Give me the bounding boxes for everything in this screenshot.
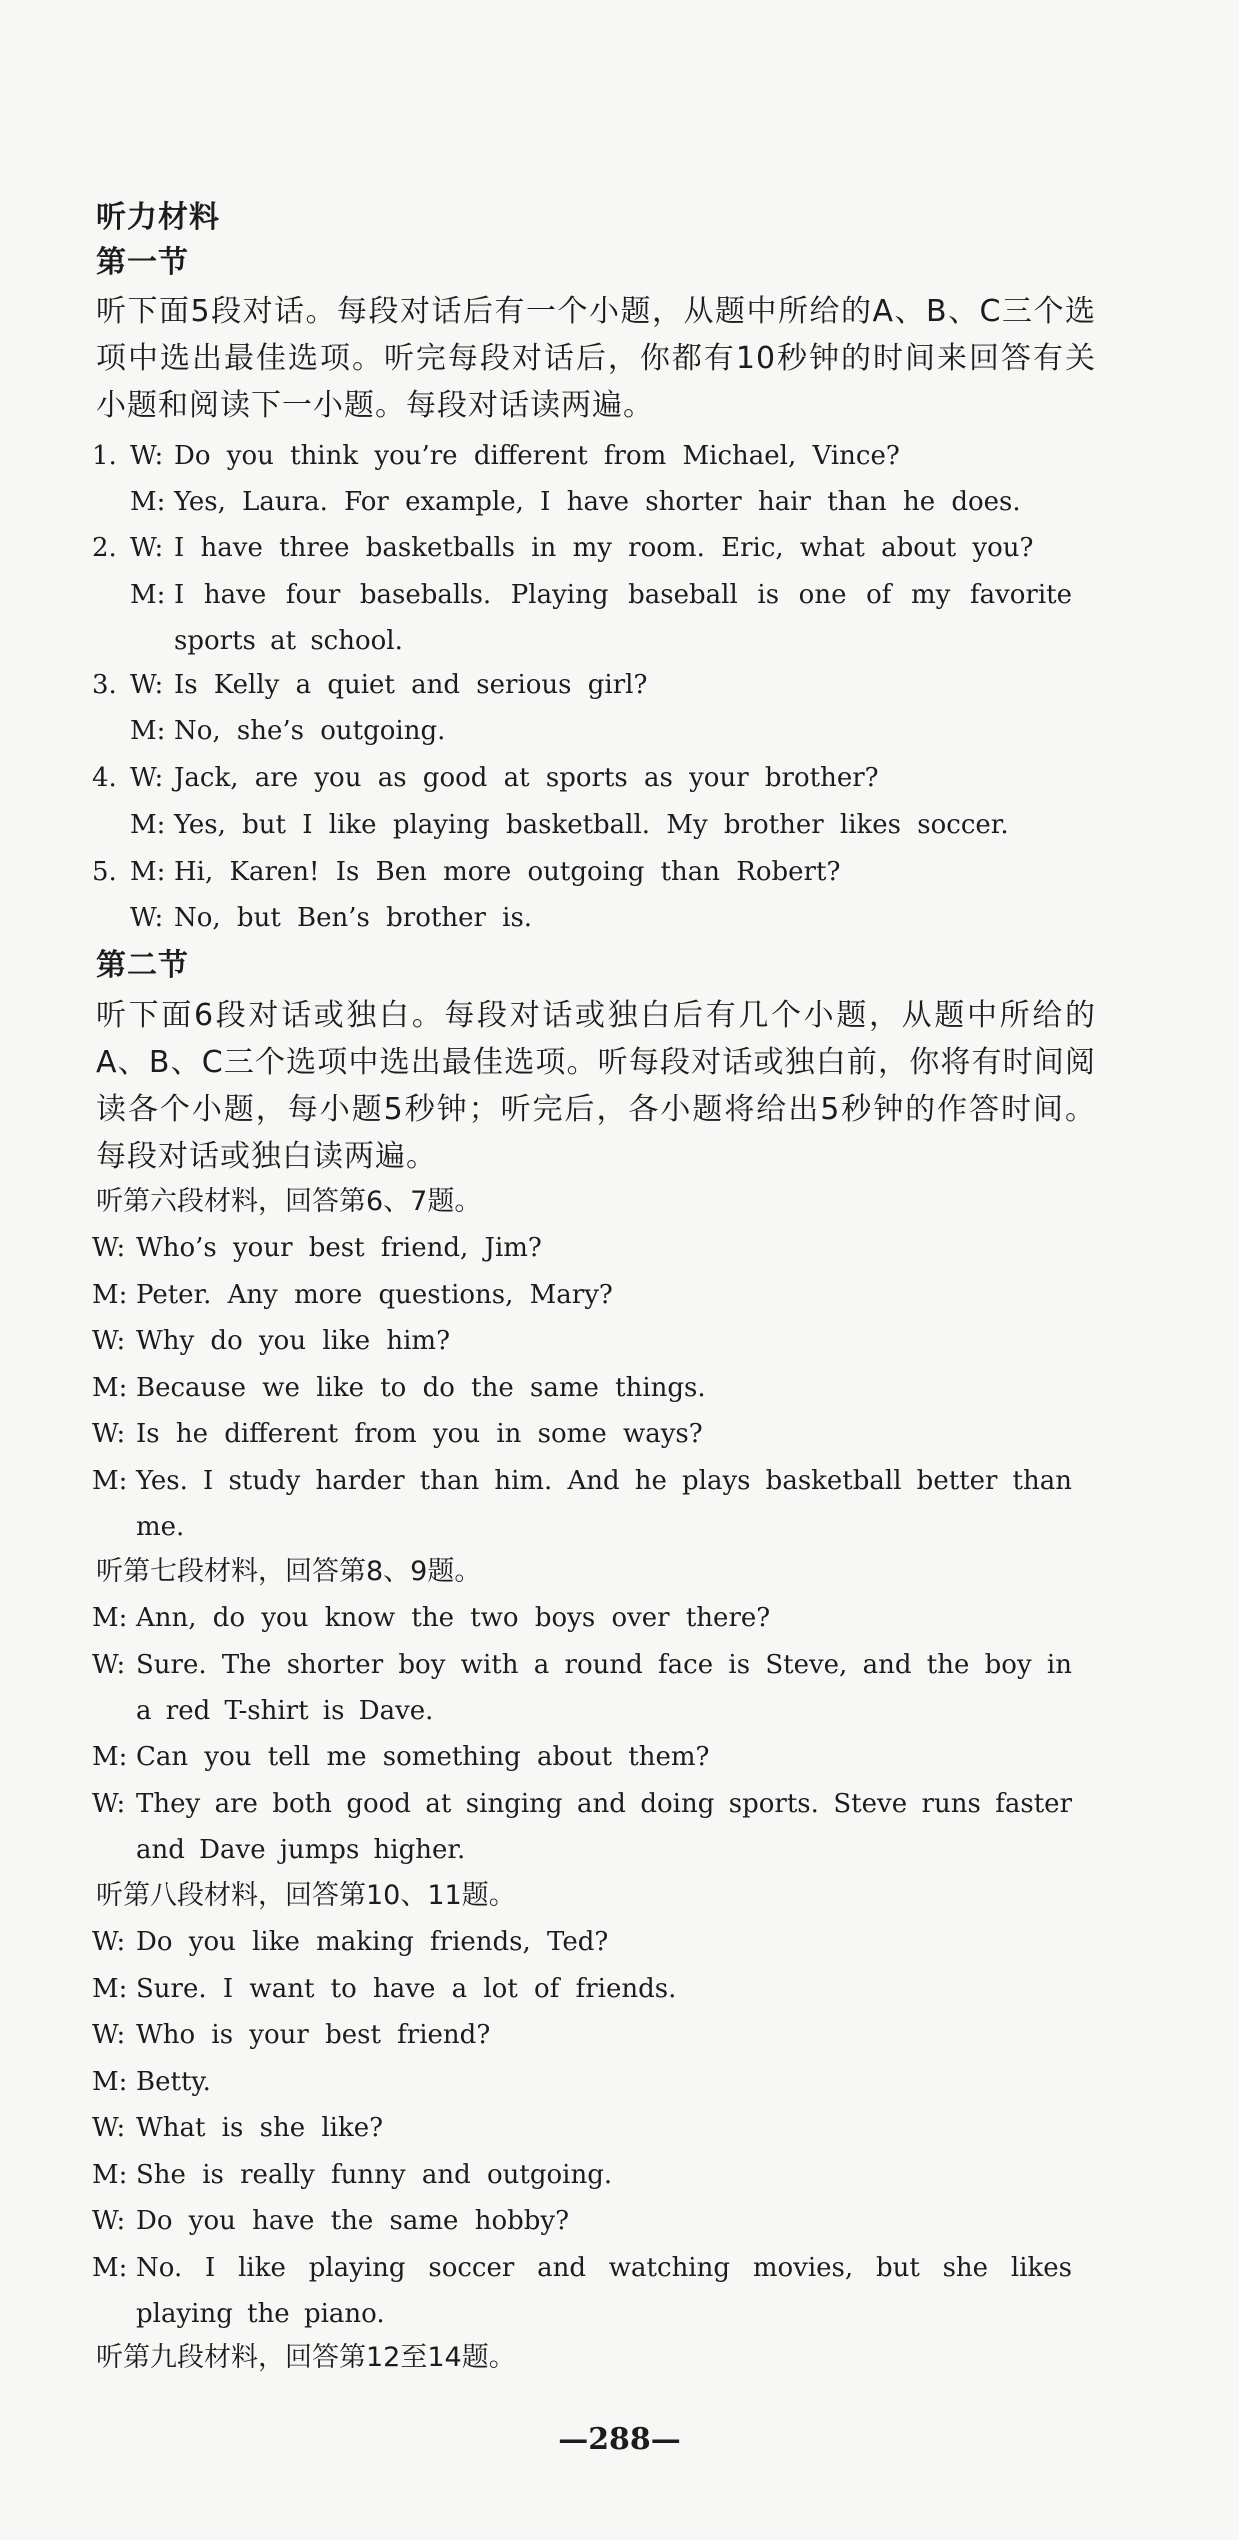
speaker-label: M: bbox=[92, 1280, 128, 1310]
speaker-label: M: bbox=[92, 2160, 128, 2190]
dialogue-text: She is really funny and outgoing. bbox=[136, 2160, 613, 2190]
material-7-intro: 听第七段材料，回答第8、9题。 bbox=[96, 1556, 482, 1587]
material-6-line-2 bbox=[92, 1275, 613, 1315]
material-8-line-5 bbox=[92, 2108, 383, 2148]
speaker-label: W: bbox=[92, 1419, 126, 1449]
section1-instructions: 听下面5段对话。每段对话后有一个小题，从题中所给的A、B、C三个选项中选出最佳选项。听完每段对话后，你都有10秒钟的时间来回答有关小题和阅读下一小题。每段对话读两遍。 bbox=[96, 294, 1096, 423]
material-7-line-2 bbox=[92, 1642, 1072, 1734]
dialogue-text: Who’s your best friend, Jim? bbox=[136, 1233, 542, 1263]
dialogue-text: Peter. Any more questions, Mary? bbox=[136, 1280, 613, 1310]
dialogue-number: 3. bbox=[92, 670, 117, 700]
dialogue-1-line-2 bbox=[130, 482, 1021, 522]
speaker-label: M: bbox=[92, 2253, 128, 2283]
speaker-label: W: bbox=[92, 2206, 126, 2236]
material-6-intro: 听第六段材料，回答第6、7题。 bbox=[96, 1186, 482, 1217]
speaker-label: W: bbox=[130, 533, 164, 563]
speaker-label: W: bbox=[130, 763, 164, 793]
material-8-line-6 bbox=[92, 2155, 612, 2195]
material-8-line-3 bbox=[92, 2015, 490, 2055]
dialogue-5-line-2 bbox=[130, 898, 532, 938]
dialogue-5-line-1 bbox=[92, 852, 840, 892]
dialogue-text: They are both good at singing and doing sports. Steve runs faster and Dave jumps higher. bbox=[136, 1789, 1072, 1865]
dialogue-text: Yes. I study harder than him. And he plays basketball better than me. bbox=[136, 1466, 1072, 1542]
speaker-label: W: bbox=[92, 2113, 126, 2143]
material-7-line-1 bbox=[92, 1598, 770, 1638]
material-6-line-6 bbox=[92, 1458, 1072, 1550]
dialogue-text: Jack, are you as good at sports as your brother? bbox=[174, 763, 879, 793]
section1-heading: 第一节 bbox=[96, 245, 189, 280]
speaker-label: W: bbox=[130, 441, 164, 471]
speaker-label: W: bbox=[92, 1789, 126, 1819]
dialogue-text: Sure. I want to have a lot of friends. bbox=[136, 1974, 677, 2004]
material-8-line-8 bbox=[92, 2245, 1072, 2337]
dialogue-4-line-2 bbox=[130, 805, 1009, 845]
dialogue-text: Yes, Laura. For example, I have shorter hair than he does. bbox=[174, 487, 1021, 517]
speaker-label: M: bbox=[92, 1603, 128, 1633]
material-8-intro: 听第八段材料，回答第10、11题。 bbox=[96, 1880, 516, 1911]
dialogue-3-line-2 bbox=[130, 711, 445, 751]
material-8-line-4 bbox=[92, 2062, 211, 2102]
section2-heading: 第二节 bbox=[96, 948, 189, 983]
dialogue-4-line-1 bbox=[92, 758, 879, 798]
dialogue-text: Sure. The shorter boy with a round face is Steve, and the boy in a red T-shirt is Dave. bbox=[136, 1650, 1072, 1726]
dialogue-text: Is he different from you in some ways? bbox=[136, 1419, 703, 1449]
speaker-label: W: bbox=[130, 903, 164, 933]
material-8-line-2 bbox=[92, 1969, 676, 2009]
dialogue-text: Betty. bbox=[136, 2067, 211, 2097]
dialogue-text: Hi, Karen! Is Ben more outgoing than Robert? bbox=[174, 857, 841, 887]
speaker-label: M: bbox=[130, 580, 166, 610]
dialogue-text: Do you think you’re different from Michael, Vince? bbox=[174, 441, 900, 471]
speaker-label: M: bbox=[92, 2067, 128, 2097]
dialogue-2-line-1 bbox=[92, 528, 1033, 568]
dialogue-text: I have four baseballs. Playing baseball is one of my favorite sports at school. bbox=[174, 580, 1072, 656]
material-9-intro: 听第九段材料，回答第12至14题。 bbox=[96, 2342, 516, 2373]
speaker-label: M: bbox=[92, 1373, 128, 1403]
dialogue-text: No, but Ben’s brother is. bbox=[174, 903, 533, 933]
dialogue-number: 1. bbox=[92, 441, 117, 471]
speaker-label: W: bbox=[92, 2020, 126, 2050]
dialogue-text: Do you have the same hobby? bbox=[136, 2206, 570, 2236]
speaker-label: W: bbox=[92, 1650, 126, 1680]
dialogue-1-line-1 bbox=[92, 436, 900, 476]
material-8-line-7 bbox=[92, 2201, 569, 2241]
dialogue-text: No, she’s outgoing. bbox=[174, 716, 446, 746]
dialogue-text: Ann, do you know the two boys over there? bbox=[136, 1603, 771, 1633]
speaker-label: M: bbox=[130, 810, 166, 840]
dialogue-text: What is she like? bbox=[136, 2113, 384, 2143]
dialogue-text: Why do you like him? bbox=[136, 1326, 451, 1356]
dialogue-text: Who is your best friend? bbox=[136, 2020, 491, 2050]
speaker-label: M: bbox=[92, 1466, 128, 1496]
speaker-label: W: bbox=[92, 1326, 126, 1356]
material-8-line-1 bbox=[92, 1922, 608, 1962]
dialogue-text: Because we like to do the same things. bbox=[136, 1373, 706, 1403]
material-7-line-3 bbox=[92, 1737, 709, 1777]
dialogue-text: No. I like playing soccer and watching movies, but she likes playing the piano. bbox=[136, 2253, 1072, 2329]
page-number: —288— bbox=[558, 2422, 681, 2457]
dialogue-3-line-1 bbox=[92, 665, 647, 705]
speaker-label: M: bbox=[92, 1742, 128, 1772]
material-6-line-4 bbox=[92, 1368, 706, 1408]
document-title: 听力材料 bbox=[96, 200, 220, 235]
material-6-line-1 bbox=[92, 1228, 542, 1268]
material-7-line-4 bbox=[92, 1781, 1072, 1873]
speaker-label: W: bbox=[92, 1233, 126, 1263]
material-6-line-3 bbox=[92, 1321, 450, 1361]
speaker-label: M: bbox=[130, 716, 166, 746]
dialogue-number: 2. bbox=[92, 533, 117, 563]
speaker-label: M: bbox=[130, 487, 166, 517]
dialogue-text: Do you like making friends, Ted? bbox=[136, 1927, 609, 1957]
section2-instructions: 听下面6段对话或独白。每段对话或独白后有几个小题，从题中所给的A、B、C三个选项中选出最佳选项。听每段对话或独白前，你将有时间阅读各个小题，每小题5秒钟；听完后，各小题将给出5秒钟的作答时间。每段对话或独白读两遍。 bbox=[96, 998, 1096, 1174]
dialogue-text: Is Kelly a quiet and serious girl? bbox=[174, 670, 648, 700]
dialogue-text: Can you tell me something about them? bbox=[136, 1742, 710, 1772]
dialogue-text: Yes, but I like playing basketball. My brother likes soccer. bbox=[174, 810, 1009, 840]
speaker-label: W: bbox=[130, 670, 164, 700]
dialogue-number: 4. bbox=[92, 763, 117, 793]
dialogue-2-line-2 bbox=[130, 572, 1072, 664]
material-6-line-5 bbox=[92, 1414, 703, 1454]
speaker-label: M: bbox=[130, 857, 166, 887]
dialogue-number: 5. bbox=[92, 857, 117, 887]
speaker-label: W: bbox=[92, 1927, 126, 1957]
dialogue-text: I have three basketballs in my room. Eric, what about you? bbox=[174, 533, 1034, 563]
speaker-label: M: bbox=[92, 1974, 128, 2004]
